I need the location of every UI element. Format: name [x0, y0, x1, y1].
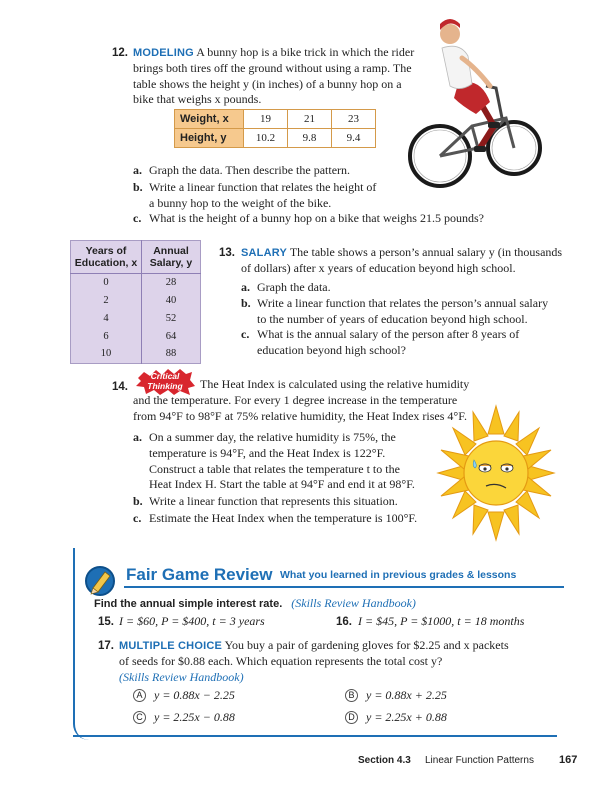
- bike-rider-illustration: [402, 6, 542, 202]
- table-cell: 21: [288, 110, 332, 129]
- part-text: What is the height of a bunny hop on a bike that weighs 21.5 pounds?: [149, 211, 484, 225]
- part-text: What is the annual salary of the person after 8 years of: [257, 327, 520, 341]
- problem-14-line-3: from 94°F to 98°F at 75% relative humidity, the Heat Index rises 4°F.: [133, 408, 467, 423]
- part-text: Construct a table that relates the temperature t to the: [149, 461, 400, 476]
- page-number: 167: [559, 754, 578, 766]
- problem-13-line-1: The table shows a person’s annual salary y (in thousands: [289, 245, 563, 259]
- choice-c-bubble[interactable]: C: [133, 711, 146, 724]
- part-label: a.: [133, 163, 142, 177]
- part-label: b.: [241, 296, 251, 310]
- choice-a[interactable]: [133, 688, 235, 704]
- choice-d[interactable]: [345, 710, 447, 726]
- problem-12-text: [133, 45, 433, 108]
- problem-13c: [241, 327, 581, 359]
- review-ref: (Skills Review Handbook): [291, 596, 416, 610]
- choice-c[interactable]: [133, 710, 235, 726]
- table-cell: 9.4: [332, 129, 376, 148]
- problem-13-keyword: SALARY: [241, 247, 288, 259]
- height-header: Height, y: [175, 129, 244, 148]
- part-text: Graph the data.: [257, 280, 331, 294]
- table-cell: 88: [165, 348, 177, 360]
- problem-12-number: 12.: [112, 47, 128, 59]
- part-label: a.: [241, 280, 250, 294]
- q15-number: 15.: [98, 616, 114, 628]
- q15-text: I = $60, P = $400, t = 3 years: [119, 614, 265, 628]
- review-title: Fair Game Review: [126, 565, 273, 584]
- choice-b[interactable]: [345, 688, 447, 704]
- choice-c-text: y = 2.25x − 0.88: [154, 710, 235, 724]
- sweating-sun-illustration: [436, 404, 556, 542]
- part-label: c.: [133, 511, 142, 525]
- choice-d-bubble[interactable]: D: [345, 711, 358, 724]
- problem-13a: [241, 280, 581, 296]
- q17-line-2: of seeds for $0.88 each. Which equation represents the total cost y?: [119, 653, 443, 668]
- problem-14-number: 14.: [112, 381, 128, 393]
- problem-12-keyword: MODELING: [133, 47, 194, 59]
- table-cell: 64: [165, 330, 177, 342]
- q16-number: 16.: [336, 616, 352, 628]
- table-cell: 9.8: [288, 129, 332, 148]
- problem-13-text: [241, 245, 581, 277]
- problem-13-number: 13.: [219, 247, 235, 259]
- part-text: education beyond high school?: [257, 342, 406, 357]
- table-cell: 40: [165, 294, 177, 306]
- choice-a-text: y = 0.88x − 2.25: [154, 688, 235, 702]
- table-cell: 19: [244, 110, 288, 129]
- review-title-underline: [124, 586, 564, 588]
- part-text: Graph the data. Then describe the pattern.: [149, 163, 351, 177]
- part-label: b.: [133, 494, 143, 508]
- problem-12-line-1: A bunny hop is a bike trick in which the rider: [196, 45, 415, 59]
- table-row: [71, 346, 201, 364]
- q17-number: 17.: [98, 640, 114, 652]
- critical-thinking-badge: [134, 368, 196, 396]
- problem-13b: [241, 296, 581, 328]
- table-cell: 28: [165, 276, 177, 288]
- weight-header: Weight, x: [175, 110, 244, 129]
- table-row: [175, 110, 376, 129]
- q16-text: I = $45, P = $1000, t = 18 months: [358, 614, 525, 628]
- badge-line-1: Critical: [150, 371, 180, 381]
- part-text: to the number of years of education beyond high school.: [257, 311, 528, 326]
- problem-12-line-2: brings both tires off the ground without using a ramp. The: [133, 60, 412, 75]
- table-row: [71, 292, 201, 310]
- q17-text: [119, 638, 559, 685]
- footer-title: Linear Function Patterns: [425, 755, 534, 766]
- part-text: Write a linear function that relates the person’s annual salary: [257, 296, 549, 310]
- problem-13-line-2: of dollars) after x years of education beyond high school.: [241, 260, 516, 275]
- table-row: [71, 328, 201, 346]
- table-cell: 23: [332, 110, 376, 129]
- q17-keyword: MULTIPLE CHOICE: [119, 640, 223, 652]
- review-instruction-row: [94, 596, 416, 612]
- table-cell: 0: [71, 274, 142, 292]
- part-text: temperature is 94°F, and the Heat Index is 122°F.: [149, 445, 386, 460]
- part-text: Write a linear function that represents this situation.: [149, 494, 398, 508]
- table-cell: 2: [71, 292, 142, 310]
- problem-14c: [133, 511, 453, 527]
- pencil-logo-icon: [85, 566, 115, 596]
- choice-b-text: y = 0.88x + 2.25: [366, 688, 447, 702]
- part-text: Heat Index H. Start the table at 94°F and end it at 98°F.: [149, 477, 415, 492]
- problem-14-line-2: and the temperature. For every 1 degree increase in the temperature: [133, 393, 458, 407]
- badge-line-2: Thinking: [147, 381, 183, 391]
- footer-section: Section 4.3: [358, 755, 411, 766]
- weight-height-table: [174, 109, 376, 148]
- problem-14-line-1: The Heat Index is calculated using the relative humidity: [200, 377, 470, 391]
- years-header: Years of Education, x: [71, 241, 142, 274]
- problem-12-line-3: table shows the height y (in inches) of a bunny hop on a: [133, 76, 402, 91]
- table-cell: 10.2: [244, 129, 288, 148]
- education-salary-table: [70, 240, 201, 364]
- salary-header: Annual Salary, y: [142, 241, 201, 274]
- review-subtitle: What you learned in previous grades & lessons: [280, 569, 517, 581]
- part-label: b.: [133, 180, 143, 194]
- part-text: On a summer day, the relative humidity is 75%, the: [149, 430, 396, 444]
- part-text: Write a linear function that relates the height of: [149, 180, 377, 194]
- table-row: [71, 310, 201, 328]
- table-cell: 4: [71, 310, 142, 328]
- choice-a-bubble[interactable]: A: [133, 689, 146, 702]
- table-cell: 52: [165, 312, 177, 324]
- problem-14a: [133, 430, 453, 493]
- part-label: c.: [241, 327, 250, 341]
- q17-line-1: You buy a pair of gardening gloves for $2.25 and x packets: [224, 638, 509, 652]
- review-frame-bottom: [73, 735, 557, 737]
- problem-14b: [133, 494, 453, 510]
- part-text: a bunny hop to the weight of the bike.: [149, 195, 332, 210]
- part-label: c.: [133, 211, 142, 225]
- review-instruction: Find the annual simple interest rate.: [94, 598, 283, 610]
- choice-b-bubble[interactable]: B: [345, 689, 358, 702]
- table-cell: 6: [71, 328, 142, 346]
- table-row: [175, 129, 376, 148]
- part-label: a.: [133, 430, 142, 444]
- problem-12-line-4: bike that weighs x pounds.: [133, 92, 262, 107]
- q17-ref: (Skills Review Handbook): [119, 669, 244, 684]
- choice-d-text: y = 2.25x + 0.88: [366, 710, 447, 724]
- table-cell: 10: [71, 346, 142, 364]
- problem-12c: [133, 211, 533, 227]
- table-header-row: [71, 241, 201, 274]
- part-text: Estimate the Heat Index when the temperature is 100°F.: [149, 511, 418, 525]
- table-row: [71, 274, 201, 292]
